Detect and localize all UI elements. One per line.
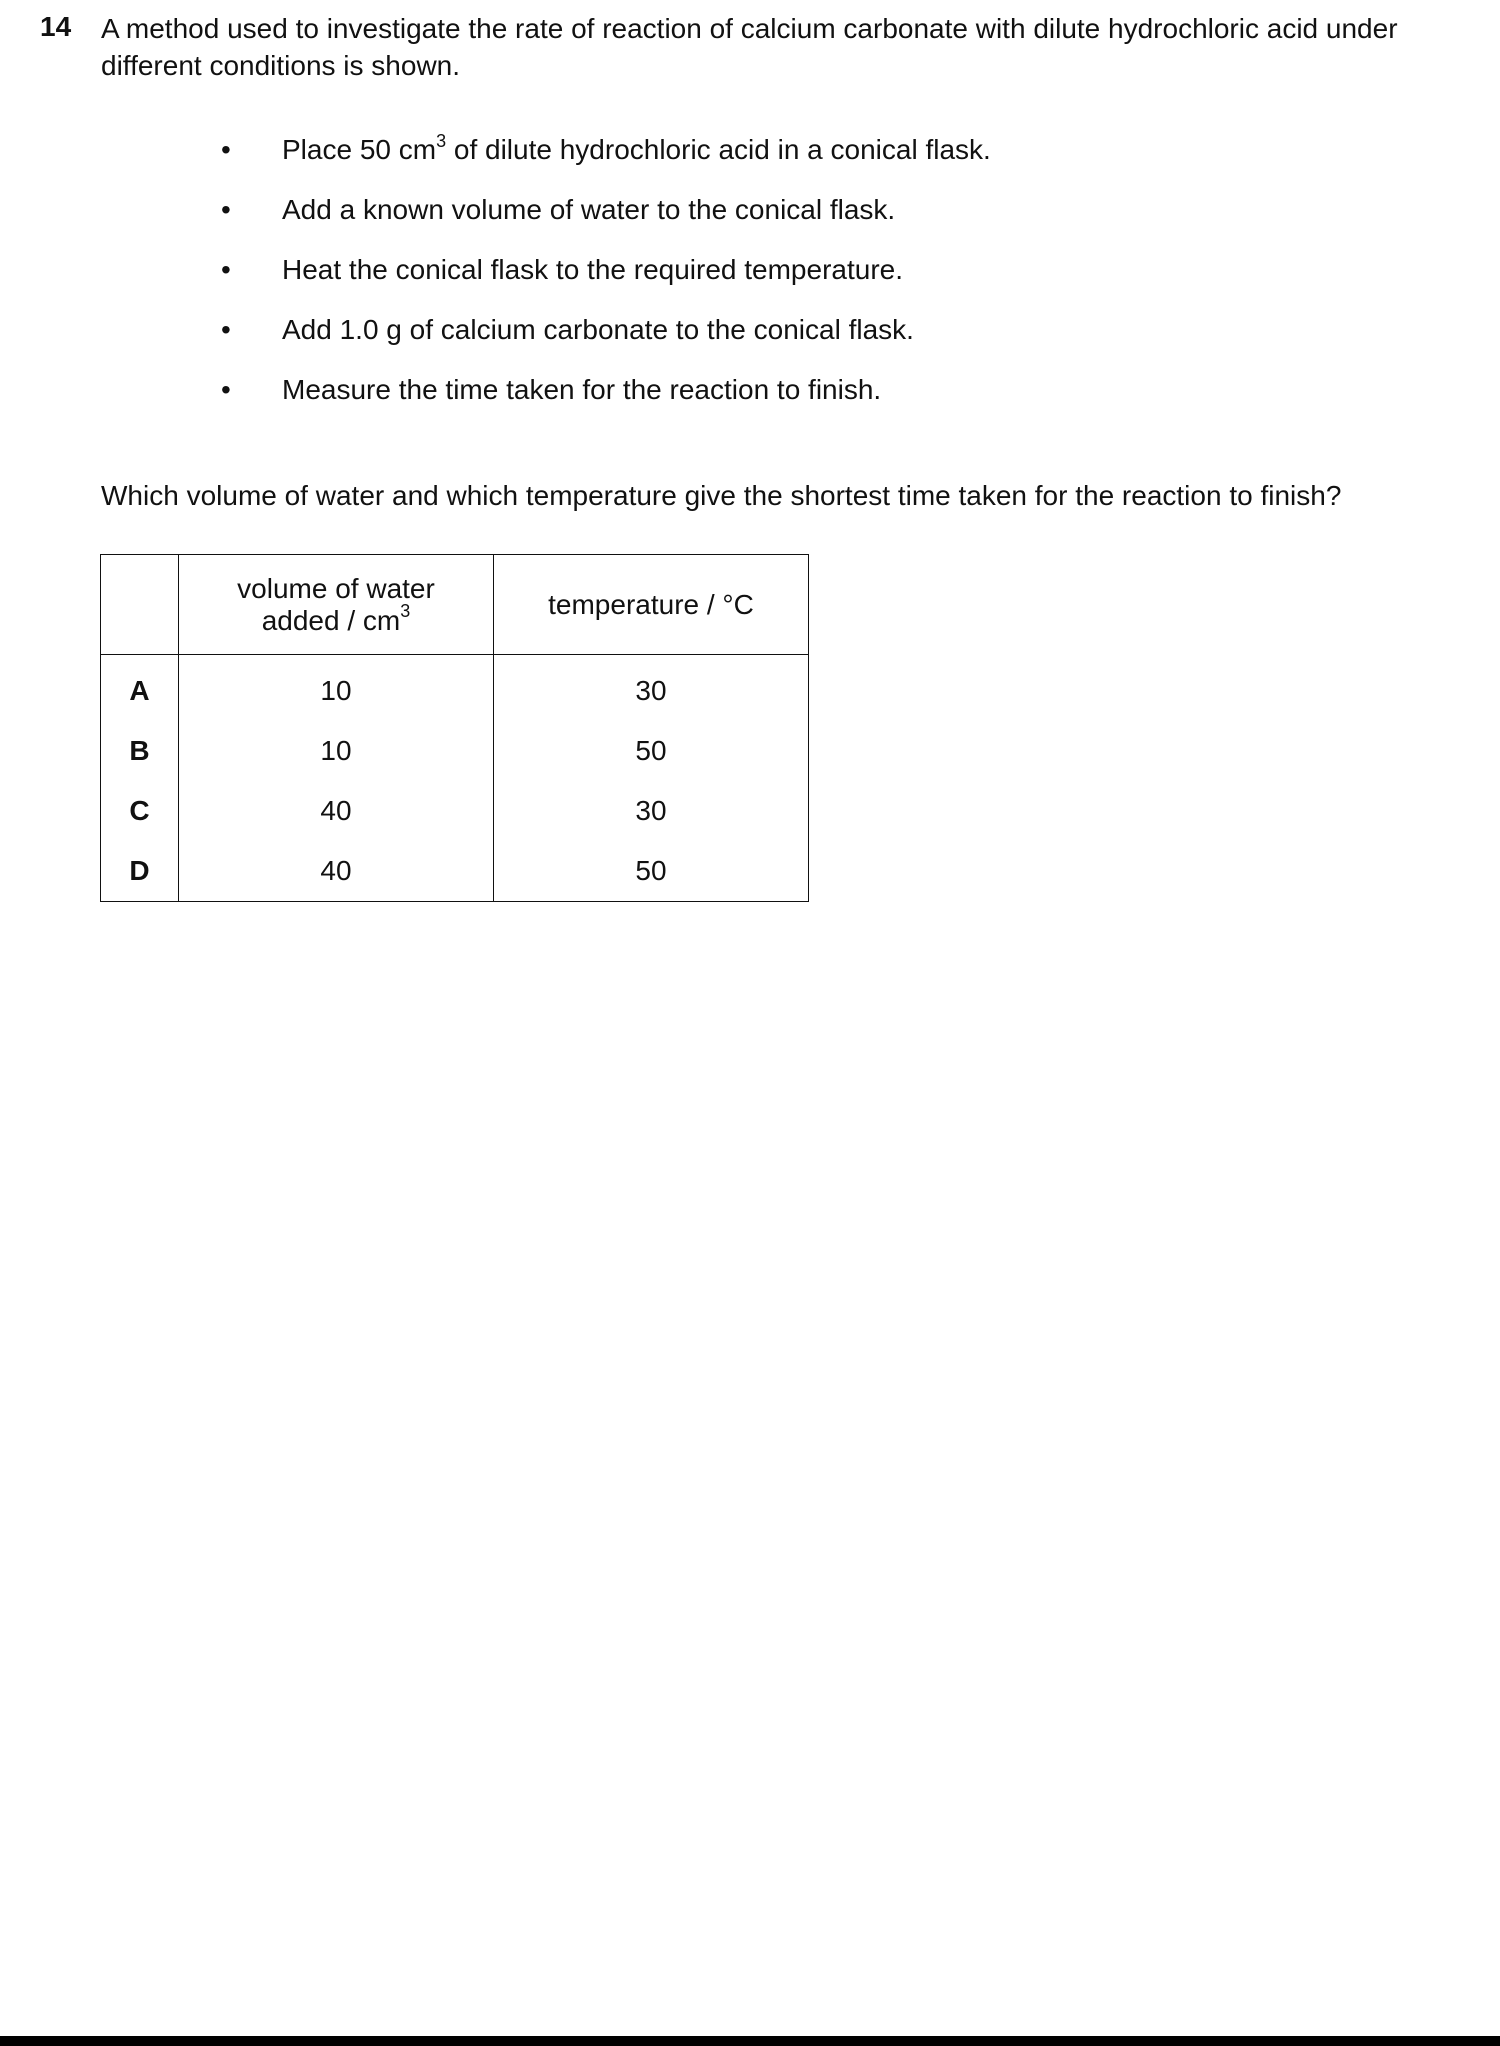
option-row-d[interactable] — [101, 841, 809, 902]
method-step — [0, 130, 1500, 190]
option-volume: 40 — [179, 841, 494, 902]
method-step-text: Add 1.0 g of calcium carbonate to the conical flask. — [282, 314, 914, 345]
option-temperature: 30 — [494, 781, 809, 841]
superscript-3: 3 — [400, 601, 411, 622]
option-row-c[interactable] — [101, 781, 809, 841]
method-step-text — [282, 130, 991, 170]
method-step-text: Measure the time taken for the reaction to finish. — [282, 374, 882, 405]
option-volume: 40 — [179, 781, 494, 841]
method-step-text-part: of dilute hydrochloric acid in a conical flask. — [446, 134, 991, 165]
header-letter-cell — [101, 555, 179, 655]
method-step-text: Heat the conical flask to the required temperature. — [282, 254, 904, 285]
method-step-text-part: Place 50 cm — [282, 134, 437, 165]
option-volume: 10 — [179, 655, 494, 722]
method-steps-list — [0, 130, 1500, 430]
page-footer-bar — [0, 2036, 1500, 2046]
method-step — [0, 310, 1500, 370]
method-step — [0, 370, 1500, 430]
header-temperature: temperature / °C — [494, 555, 809, 655]
question-prompt: Which volume of water and which temperature give the shortest time taken for the reaction to finish? — [101, 480, 1342, 511]
question-stem: A method used to investigate the rate of reaction of calcium carbonate with dilute hydrochloric acid under different conditions is shown. — [101, 13, 1398, 81]
bullet-icon: • — [221, 374, 231, 405]
option-temperature: 50 — [494, 841, 809, 902]
header-volume — [179, 555, 494, 655]
option-row-b[interactable] — [101, 721, 809, 781]
bullet-icon: • — [221, 134, 231, 165]
option-letter: B — [101, 721, 179, 781]
method-step — [0, 190, 1500, 250]
header-volume-unit: added / cm — [261, 604, 401, 636]
bullet-icon: • — [221, 254, 231, 285]
bullet-icon: • — [221, 314, 231, 345]
answer-options-table — [100, 554, 809, 902]
option-letter: A — [101, 655, 179, 722]
option-row-a[interactable] — [101, 655, 809, 722]
option-volume: 10 — [179, 721, 494, 781]
header-volume-line2 — [179, 601, 493, 637]
header-volume-line1: volume of water — [237, 572, 435, 604]
method-step — [0, 250, 1500, 310]
method-step-text: Add a known volume of water to the conical flask. — [282, 194, 896, 225]
option-temperature: 50 — [494, 721, 809, 781]
option-letter: C — [101, 781, 179, 841]
question-number: 14 — [40, 11, 72, 42]
superscript-3: 3 — [436, 130, 447, 151]
option-letter: D — [101, 841, 179, 902]
bullet-icon: • — [221, 194, 231, 225]
table-header-row — [101, 555, 809, 655]
option-temperature: 30 — [494, 655, 809, 722]
